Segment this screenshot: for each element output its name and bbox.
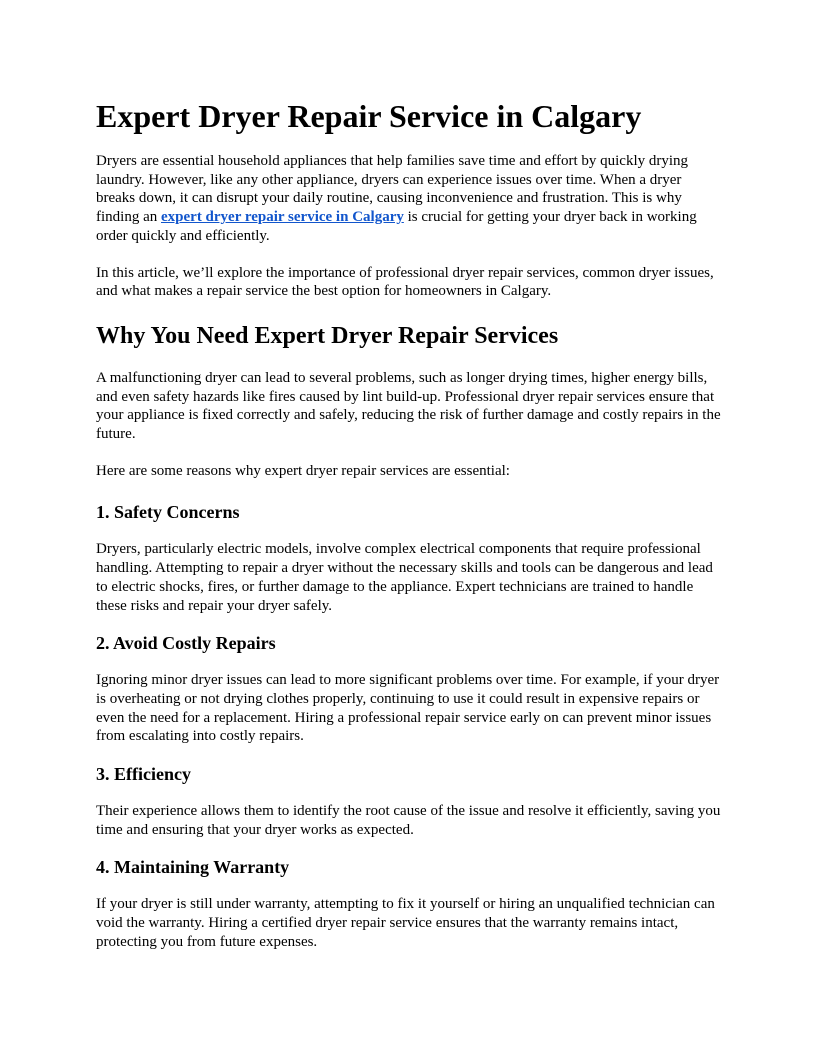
reason-1-heading: 1. Safety Concerns — [96, 502, 240, 523]
section-heading: Why You Need Expert Dryer Repair Services — [96, 322, 559, 349]
intro-text-after-link: is crucial for getting your dryer back in working order quickly and efficiently. — [96, 209, 697, 244]
page-title: Expert Dryer Repair Service in Calgary — [96, 98, 642, 134]
reason-3-text: Their experience allows them to identify the root cause of the issue and resolve it efficiently, saving you time and ensuring that your dryer works as expected. — [96, 803, 721, 838]
expert-dryer-repair-link[interactable]: expert dryer repair service in Calgary — [161, 209, 404, 226]
reason-4-heading: 4. Maintaining Warranty — [96, 857, 290, 878]
reason-4-text: If your dryer is still under warranty, attempting to fix it yourself or hiring an unqualified technician can void the warranty. Hiring a certified dryer repair service ensures that the warranty remains intact, protecting you from future expenses. — [96, 896, 715, 950]
intro-paragraph — [96, 152, 724, 246]
overview-paragraph: In this article, we’ll explore the importance of professional dryer repair services, common dryer issues, and what makes a repair service the best option for homeowners in Calgary. — [96, 264, 714, 300]
reason-3-heading: 3. Efficiency — [96, 764, 191, 785]
section-paragraph-1: A malfunctioning dryer can lead to several problems, such as longer drying times, higher energy bills, and even safety hazards like fires caused by lint build-up. Professional dryer repair services ensure that your appliance is fixed correctly and safely, reducing the risk of further damage and costly repairs in the future. — [96, 369, 721, 443]
reason-1-text: Dryers, particularly electric models, involve complex electrical components that require professional handling. Attempting to repair a dryer without the necessary skills and tools can be dangerous and lead to electric shocks, fires, or further damage to the appliance. Expert technicians are trained to handle these risks and repair your dryer safely. — [96, 541, 713, 614]
reason-2-text: Ignoring minor dryer issues can lead to more significant problems over time. For example, if your dryer is overheating or not drying clothes properly, continuing to use it could result in expensive repairs or even the need for a replacement. Hiring a professional repair service early on can prevent minor issues from escalating into costly repairs. — [96, 672, 720, 745]
intro-text-before-link: Dryers are essential household appliances that help families save time and effort by quickly drying laundry. However, like any other appliance, dryers can experience issues over time. When a dryer breaks down, it can disrupt your daily routine, causing inconvenience and frustration. This is why finding an — [96, 153, 689, 226]
reason-2-heading: 2. Avoid Costly Repairs — [96, 633, 276, 654]
section-paragraph-2: Here are some reasons why expert dryer repair services are essential: — [96, 462, 510, 479]
document-page — [96, 96, 724, 952]
